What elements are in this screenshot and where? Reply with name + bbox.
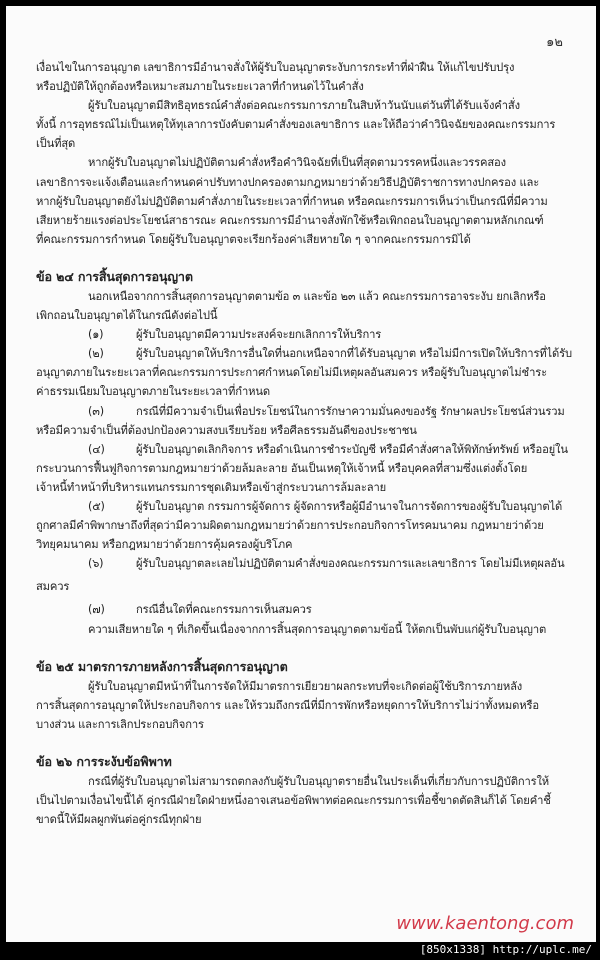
- paragraph-line: เพิกถอนใบอนุญาตได้ในกรณีดังต่อไปนี้: [36, 309, 218, 323]
- section-24-closing: ความเสียหายใด ๆ ที่เกิดขึ้นเนื่องจากการสิ้นสุดการอนุญาตตามข้อนี้ ให้ตกเป็นพับแก่ผู้รับใบอนุญาต: [88, 622, 547, 636]
- list-item-3: [36, 402, 584, 421]
- list-item-7: [36, 600, 584, 619]
- list-item-6: [36, 554, 584, 573]
- item-continuation: ค่าธรรมเนียมใบอนุญาตภายในระยะเวลาที่กำหนด: [36, 385, 271, 399]
- item-continuation: วิทยุคมนาคม หรือกฎหมายว่าด้วยการคุ้มครองผู้บริโภค: [36, 538, 293, 552]
- item-text: ผู้รับใบอนุญาตละเลยไม่ปฏิบัติตามคำสั่งของคณะกรรมการและเลขาธิการ โดยไม่มีเหตุผลอัน: [136, 557, 565, 571]
- item-text: ผู้รับใบอนุญาต กรรมการผู้จัดการ ผู้จัดการหรือผู้มีอำนาจในการจัดการของผู้รับใบอนุญาตได้: [136, 499, 563, 513]
- paragraph-line: หรือปฏิบัติให้ถูกต้องหรือเหมาะสมภายในระยะเวลาที่กำหนดไว้ในคำสั่ง: [36, 80, 364, 94]
- item-text: ผู้รับใบอนุญาตให้บริการอื่นใดที่นอกเหนือจากที่ได้รับอนุญาต หรือไม่มีการเปิดให้บริการที่ได้รับ: [136, 347, 572, 361]
- item-text: กรณีที่มีความจำเป็นเพื่อประโยชน์ในการรักษาความมั่นคงของรัฐ รักษาผลประโยชน์ส่วนรวม: [136, 404, 565, 418]
- paragraph-line: ขาดนี้ให้มีผลผูกพันต่อคู่กรณีทุกฝ่าย: [36, 813, 202, 827]
- item-continuation: กระบวนการฟื้นฟูกิจการตามกฎหมายว่าด้วยล้มละลาย อันเป็นเหตุให้เจ้าหนี้ หรือบุคคลที่สามซึ่งแต่งตั้งโดย: [36, 461, 528, 475]
- list-item-5: [36, 497, 584, 516]
- item-continuation: อนุญาตภายในระยะเวลาที่คณะกรรมการประกาศกำหนดโดยไม่มีเหตุผลอันสมควร หรือผู้รับใบอนุญาตไม่ชำระ: [36, 366, 547, 380]
- item-number: (๗): [88, 603, 105, 617]
- paragraph-line: ผู้รับใบอนุญาตมีหน้าที่ในการจัดให้มีมาตรการเยียวยาผลกระทบที่จะเกิดต่อผู้ใช้บริการภายหลัง: [88, 679, 523, 693]
- paragraph-line: ที่คณะกรรมการกำหนด โดยผู้รับใบอนุญาตจะเรียกร้องค่าเสียหายใด ๆ จากคณะกรรมการมิได้: [36, 232, 471, 246]
- section-25-heading: ข้อ ๒๕ มาตรการภายหลังการสิ้นสุดการอนุญาต: [36, 658, 288, 674]
- paragraph-line: หากผู้รับใบอนุญาตยังไม่ปฏิบัติตามคำสั่งภายในระยะเวลาที่กำหนด หรือคณะกรรมการเห็นว่าเป็นกรณีที่มีความ: [36, 194, 548, 208]
- paragraph-line: บางส่วน และการเลิกประกอบกิจการ: [36, 717, 204, 731]
- paragraph-line: เป็นที่สุด: [36, 137, 76, 151]
- paragraph-line: เลขาธิการจะแจ้งเตือนและกำหนดค่าปรับทางปกครองตามกฎหมายว่าด้วยวิธีปฏิบัติราชการทางปกครอง และ: [36, 175, 540, 189]
- watermark-url: www.kaentong.com: [396, 913, 574, 934]
- document-body: [36, 58, 584, 829]
- section-26-heading: ข้อ ๒๖ การระงับข้อพิพาท: [36, 753, 172, 769]
- item-number: (๓): [88, 404, 104, 418]
- item-continuation: เจ้าหนี้ทำหน้าที่บริหารแทนกรรมการชุดเดิมหรือเข้าสู่กระบวนการล้มละลาย: [36, 480, 386, 494]
- item-continuation: หรือมีความจำเป็นที่ต้องปกป้องความสงบเรียบร้อย หรือศีลธรรมอันดีของประชาชน: [36, 423, 417, 437]
- list-item-2: [36, 344, 584, 363]
- item-text: ผู้รับใบอนุญาตมีความประสงค์จะยกเลิกการให้บริการ: [136, 328, 382, 342]
- paragraph-line: เป็นไปตามเงื่อนไขนี้ได้ คู่กรณีฝ่ายใดฝ่ายหนึ่งอาจเสนอข้อพิพาทต่อคณะกรรมการเพื่อชี้ขาดตัดสินก็ได้ โดยคำชี้: [36, 794, 551, 807]
- paragraph-line: ทั้งนี้ การอุทธรณ์ไม่เป็นเหตุให้ทุเลาการบังคับตามคำสั่งของเลขาธิการ และให้ถือว่าคำวินิจฉัยของคณะกรรมการ: [36, 118, 556, 132]
- image-size-link[interactable]: [850x1338] http://uplc.me/: [419, 943, 592, 956]
- item-number: (๔): [88, 442, 105, 456]
- paragraph-line: เสียหายร้ายแรงต่อประโยชน์สาธารณะ คณะกรรมการมีอำนาจสั่งพักใช้หรือเพิกถอนใบอนุญาตตามหลักเกณฑ์: [36, 213, 544, 227]
- item-number: (๖): [88, 557, 104, 571]
- document-page: [6, 6, 596, 942]
- page-number: ๑๒: [546, 35, 563, 50]
- item-text: ผู้รับใบอนุญาตเลิกกิจการ หรือดำเนินการชำระบัญชี หรือมีคำสั่งศาลให้พิทักษ์ทรัพย์ หรืออยู่ใน: [136, 442, 568, 456]
- paragraph-line: การสิ้นสุดการอนุญาตให้ประกอบกิจการ และให้รวมถึงกรณีที่มีการพักหรือหยุดการให้บริการไม่ว่าทั้งหมดหรือ: [36, 698, 539, 712]
- section-24-heading: ข้อ ๒๔ การสิ้นสุดการอนุญาต: [36, 268, 193, 284]
- item-number: (๑): [88, 328, 104, 342]
- item-continuation: สมควร: [36, 580, 70, 594]
- footer-bar: [0, 942, 600, 960]
- item-number: (๒): [88, 347, 104, 361]
- paragraph-line: ผู้รับใบอนุญาตมีสิทธิอุทธรณ์คำสั่งต่อคณะกรรมการภายในสิบห้าวันนับแต่วันที่ได้รับแจ้งคำสั่ง: [88, 99, 520, 113]
- item-number: (๕): [88, 499, 105, 513]
- item-continuation: ถูกศาลมีคำพิพากษาถึงที่สุดว่ามีความผิดตามกฎหมายว่าด้วยการประกอบกิจการโทรคมนาคม กฎหมายว่าด้วย: [36, 519, 544, 533]
- list-item-4: [36, 440, 584, 459]
- item-text: กรณีอื่นใดที่คณะกรรมการเห็นสมควร: [136, 603, 312, 617]
- list-item-1: [36, 325, 584, 344]
- paragraph-line: หากผู้รับใบอนุญาตไม่ปฏิบัติตามคำสั่งหรือคำวินิจฉัยที่เป็นที่สุดตามวรรคหนึ่งและวรรคสอง: [88, 156, 506, 170]
- paragraph-line: นอกเหนือจากการสิ้นสุดการอนุญาตตามข้อ ๓ และข้อ ๒๓ แล้ว คณะกรรมการอาจระงับ ยกเลิกหรือ: [88, 289, 546, 303]
- paragraph-line: เงื่อนไขในการอนุญาต เลขาธิการมีอำนาจสั่งให้ผู้รับใบอนุญาตระงับการกระทำที่ฝ่าฝืน ให้แก้ไขปรับปรุง: [36, 61, 515, 74]
- paragraph-line: กรณีที่ผู้รับใบอนุญาตไม่สามารถตกลงกับผู้รับใบอนุญาตรายอื่นในประเด็นที่เกี่ยวกับการปฏิบัติการให้: [88, 774, 549, 788]
